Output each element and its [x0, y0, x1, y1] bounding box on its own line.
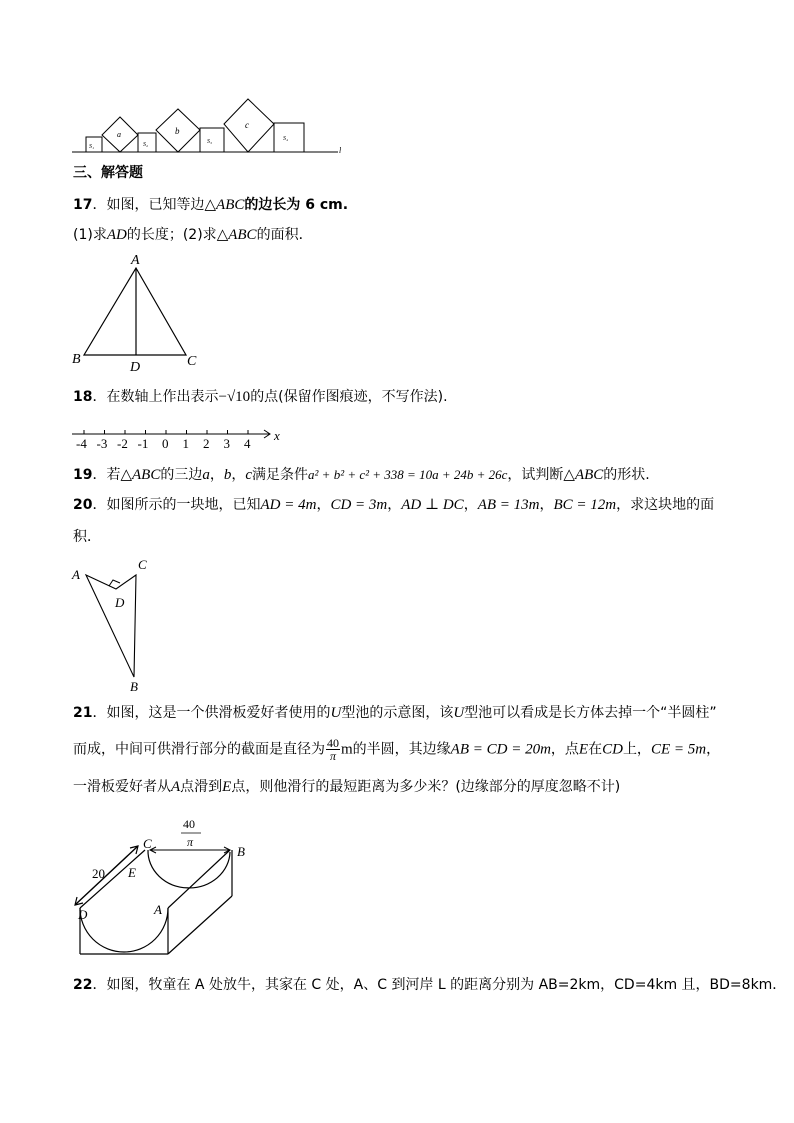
label-c: c: [245, 120, 249, 130]
q20-fig-label-d: D: [115, 595, 125, 610]
q19-text-1: ．若: [92, 467, 121, 483]
q21-a: A: [171, 779, 181, 795]
q19-triangle: △ABC: [120, 467, 161, 483]
q21-number: 21: [73, 705, 93, 721]
label-l: l: [339, 146, 342, 155]
q17-fig-label-a: A: [131, 253, 140, 268]
q21-text-11: 点滑到: [180, 779, 223, 795]
q19-number: 19: [73, 467, 93, 483]
q22-number: 22: [73, 977, 93, 993]
q18-axis-label: x: [274, 428, 280, 443]
q21-fig-label-20: 20: [92, 866, 105, 881]
q19-triangle-2: △ABC: [563, 467, 604, 483]
q22-text: ．如图，牧童在 A 处放牛，其家在 C 处，A、C 到河岸 L 的距离分别为 AB=2km，CD=4km 且，BD=8km．: [92, 977, 787, 993]
q17-sub1-suffix: 的面积．: [256, 227, 313, 243]
q21-text-8: 上，: [622, 741, 651, 758]
label-b: b: [175, 126, 180, 136]
label-s1: S₁: [89, 144, 95, 150]
q17-abc: ABC: [216, 197, 245, 213]
q20-sep-1: ，: [316, 497, 331, 513]
q18-neg-sqrt: −√10: [218, 389, 251, 405]
q18-text-1: ．在数轴上作出表示: [92, 389, 219, 405]
q17-sub1-prefix: (1)求: [73, 227, 107, 243]
q19-text-5: 的形状.: [603, 467, 650, 483]
q20-perp: AD ⊥ DC: [401, 497, 464, 513]
q20-sep-2: ，: [387, 497, 402, 513]
square-c: [224, 99, 274, 152]
q21-fig-label-a: A: [154, 902, 162, 917]
q21-fig-top-num: 40: [183, 817, 195, 831]
q19-text-3: 满足条件: [252, 467, 309, 483]
q18-number: 18: [73, 389, 93, 405]
q21-text-9: ，: [706, 741, 721, 758]
q21-ce: CE = 5m: [650, 741, 707, 758]
q21-line-3: [73, 777, 620, 797]
q21-fraction: [326, 737, 340, 762]
q21-text-2: 型池的示意图，该: [341, 705, 454, 721]
q20-number: 20: [73, 497, 93, 513]
q17-text-2: 的边长为 6 cm.: [244, 197, 349, 213]
section-title: 三、解答题: [73, 165, 143, 181]
q18-tick-label: 1: [182, 436, 189, 451]
q21-text-3: 型池可以看成是长方体去掉一个“半圆柱”: [464, 705, 717, 721]
figure-squares: [70, 95, 350, 160]
q18-tick-label: 0: [162, 436, 169, 451]
q20-line-2: 积．: [73, 529, 101, 545]
q17-ad: AD: [106, 227, 127, 243]
q20-sep-4: ，: [539, 497, 554, 513]
q21-frac-den: π: [329, 749, 336, 763]
q18-tick-label: -3: [96, 436, 108, 451]
q21-u-2: U: [453, 705, 465, 721]
label-s3: S₃: [207, 139, 213, 145]
q19-line-1: 19．若△ABC的三边a，b，c满足条件a² + b² + c² + 338 = 10a + 24b + 26c，试判断△ABC的形状.: [73, 467, 650, 483]
q20-figure: [70, 555, 160, 695]
q17-figure: [70, 250, 210, 375]
q20-sep-3: ，: [463, 497, 478, 513]
q19-text-2: 的三边: [160, 467, 203, 483]
q19-b: b: [223, 467, 232, 483]
q17-abc-2: ABC: [228, 227, 257, 243]
q18-tick-label: 3: [223, 436, 230, 451]
q21-text-4: 而成，中间可供滑行部分的截面是直径为: [73, 741, 325, 758]
q21-e: E: [578, 741, 589, 758]
q21-fig-label-d: D: [78, 907, 88, 922]
q21-line-2: [73, 737, 720, 762]
q17-fig-label-c: C: [187, 354, 197, 369]
q21-unit: m: [341, 741, 353, 758]
q21-frac-num: 40: [327, 736, 339, 750]
q21-abcd: AB = CD = 20m: [450, 741, 551, 758]
q20-fig-label-c: C: [138, 557, 147, 572]
q21-fig-label-c: C: [143, 836, 152, 851]
q17-fig-label-d: D: [130, 360, 141, 375]
q19-equation: a² + b² + c² + 338 = 10a + 24b + 26c: [308, 467, 508, 482]
q20-text-1: ．如图所示的一块地，已知: [92, 497, 261, 513]
q17-sub1-mid: 的长度；(2)求: [126, 227, 217, 243]
q21-text-10: 一滑板爱好者从: [73, 779, 171, 795]
q21-e-2: E: [222, 779, 232, 795]
q20-fig-label-a: A: [72, 567, 80, 582]
label-a: a: [117, 130, 121, 139]
q20-text-2: ，求这块地的面: [616, 497, 715, 513]
q18-tick-label: -4: [76, 436, 87, 451]
q19-text-4: ，试判断: [507, 467, 564, 483]
q17-triangle-symbol: △: [204, 197, 217, 213]
q21-text-12: 点，则他滑行的最短距离为多少米？(边缘部分的厚度忽略不计): [231, 779, 621, 795]
square-s4: [274, 123, 304, 152]
q18-line-1: [73, 387, 448, 407]
q22-line-1: [73, 975, 786, 995]
q21-fig-label-e: E: [128, 865, 136, 880]
q17-triangle-symbol-2: △: [216, 227, 229, 243]
q20-ab: AB = 13m: [477, 497, 540, 513]
q21-cd: CD: [602, 741, 623, 758]
q21-figure: [70, 808, 270, 963]
q21-text-7: 在: [588, 741, 603, 758]
q20-cd: CD = 3m: [330, 497, 388, 513]
q18-tick-label: -2: [117, 436, 128, 451]
q18-tick-label: 2: [203, 436, 210, 451]
q19-c: c: [245, 467, 253, 483]
q21-fig-label-b: B: [237, 844, 245, 859]
q20-bc: BC = 12m: [553, 497, 617, 513]
q21-line-1: [73, 703, 717, 723]
q17-number: 17: [73, 197, 93, 213]
q21-text-1: ．如图，这是一个供滑板爱好者使用的: [92, 705, 331, 721]
q17-text-1: ．如图，已知等边: [92, 197, 205, 213]
q21-u: U: [330, 705, 342, 721]
q20-ad: AD = 4m: [260, 497, 317, 513]
q18-number-line: [70, 420, 290, 452]
q19-a: a: [202, 467, 210, 483]
label-s4: S₄: [283, 136, 289, 142]
q21-fig-top-den: π: [187, 835, 194, 849]
q20-line-1: [73, 495, 714, 515]
q18-tick-label: 4: [244, 436, 251, 451]
label-s2: S₂: [143, 142, 149, 148]
q21-text-6: ，点: [550, 741, 579, 758]
q18-text-2: 的点(保留作图痕迹，不写作法).: [250, 389, 448, 405]
q17-line-1: [73, 195, 348, 215]
q21-text-5: 的半圆，其边缘: [352, 741, 451, 758]
q20-fig-label-b: B: [130, 679, 138, 694]
q17-fig-label-b: B: [72, 352, 81, 367]
q18-tick-label: -1: [137, 436, 149, 451]
q17-line-2: [73, 225, 313, 245]
